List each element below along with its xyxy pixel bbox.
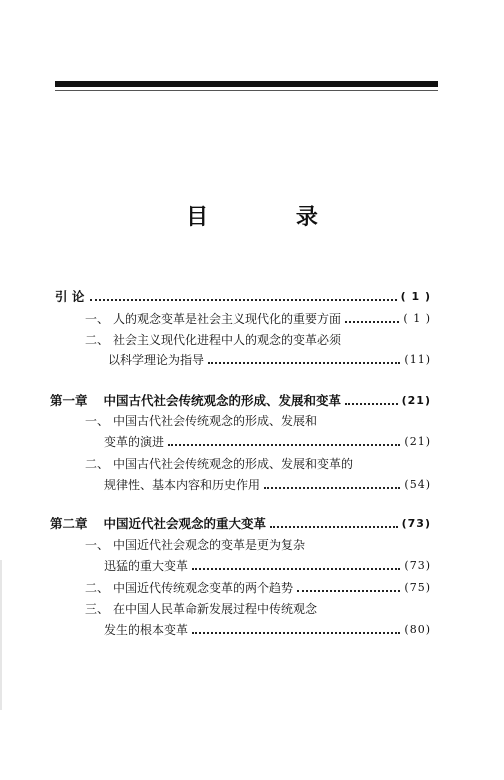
toc-entry-text: 迅猛的重大变革 [104, 559, 189, 573]
toc-entry-chapter-2-2[interactable] [85, 581, 431, 595]
toc-entry-chapter-2[interactable] [50, 517, 431, 531]
toc-entry-text: 人的观念变革是社会主义现代化的重要方面 [113, 312, 342, 326]
toc-entry-text: 规律性、基本内容和历史作用 [104, 478, 261, 492]
toc-entry-chapter-1[interactable] [50, 394, 431, 408]
toc-entry-chapter-2-1[interactable] [85, 538, 431, 552]
toc-page-number: ( 1 ) [400, 290, 431, 303]
dot-leader [208, 362, 400, 364]
toc-entry-text: 以科学理论为指导 [108, 353, 205, 367]
toc-entry-text: 中国近代传统观念变革的两个趋势 [113, 581, 294, 595]
page-title: 目 录 [186, 204, 358, 230]
dot-leader [345, 321, 399, 323]
toc-entry-chapter-1-1-cont[interactable] [104, 435, 431, 449]
toc-entry-chapter-1-2[interactable] [85, 457, 431, 471]
toc-entry-index: 一、 [85, 538, 110, 552]
dot-leader [270, 526, 398, 528]
toc-page-number: (80) [404, 623, 431, 636]
toc-entry-index: 二、 [85, 457, 110, 471]
toc-entry-chapter-2-3-cont[interactable] [104, 623, 431, 637]
header-rule-thick [55, 81, 438, 87]
dot-leader [168, 444, 400, 446]
dot-leader [297, 590, 400, 592]
toc-entry-chapter-2-3[interactable] [85, 602, 431, 616]
toc-entry-text: 中国古代社会传统观念的形成、发展和变革的 [113, 457, 354, 471]
toc-entry-text: 中国近代社会观念的重大变革 [103, 516, 267, 531]
toc-entry-index: 一、 [85, 312, 110, 326]
dot-leader [192, 632, 400, 634]
toc-entry-text: 中国近代社会观念的变革是更为复杂 [113, 538, 306, 552]
dot-leader [264, 487, 400, 489]
toc-entry-text: 变革的演进 [104, 435, 165, 449]
toc-page-number: (21) [401, 394, 431, 407]
toc-chapter-number: 第一章 [50, 393, 88, 408]
toc-page-number: (75) [404, 581, 431, 594]
toc-entry-intro-1[interactable] [85, 312, 431, 326]
toc-entry-index: 三、 [85, 602, 110, 616]
page-edge-shadow [0, 560, 2, 710]
toc-entry-text: 中国古代社会传统观念的形成、发展和变革 [103, 393, 342, 408]
dot-leader [345, 403, 398, 405]
dot-leader [192, 568, 400, 570]
toc-page-number: (54) [404, 478, 431, 491]
toc-entry-text: 在中国人民革命新发展过程中传统观念 [113, 602, 318, 616]
toc-entry-intro-2-cont[interactable] [108, 353, 431, 367]
toc-entry-chapter-1-1[interactable] [85, 414, 431, 428]
toc-entry-index: 一、 [85, 414, 110, 428]
toc-page-number: (21) [404, 435, 431, 448]
toc-chapter-number: 第二章 [50, 516, 88, 531]
toc-entry-chapter-1-2-cont[interactable] [104, 478, 431, 492]
toc-entry-text: 中国古代社会传统观念的形成、发展和 [113, 414, 318, 428]
toc-entry-chapter-2-1-cont[interactable] [104, 559, 431, 573]
toc-page-number: (73) [401, 517, 431, 530]
toc-entry-text: 发生的根本变革 [104, 623, 189, 637]
toc-entry-label: 引 论 [55, 289, 85, 304]
header-rule-thin [55, 90, 438, 91]
toc-page-number: ( 1 ) [403, 312, 431, 325]
dot-leader [90, 299, 396, 301]
toc-entry-text: 社会主义现代化进程中人的观念的变革必须 [113, 333, 342, 347]
toc-page-number: (11) [404, 353, 431, 366]
toc-page-number: (73) [404, 559, 431, 572]
toc-entry-intro-2[interactable] [85, 333, 431, 347]
toc-entry-index: 二、 [85, 333, 110, 347]
toc-entry-index: 二、 [85, 581, 110, 595]
toc-entry-intro[interactable] [55, 290, 431, 304]
